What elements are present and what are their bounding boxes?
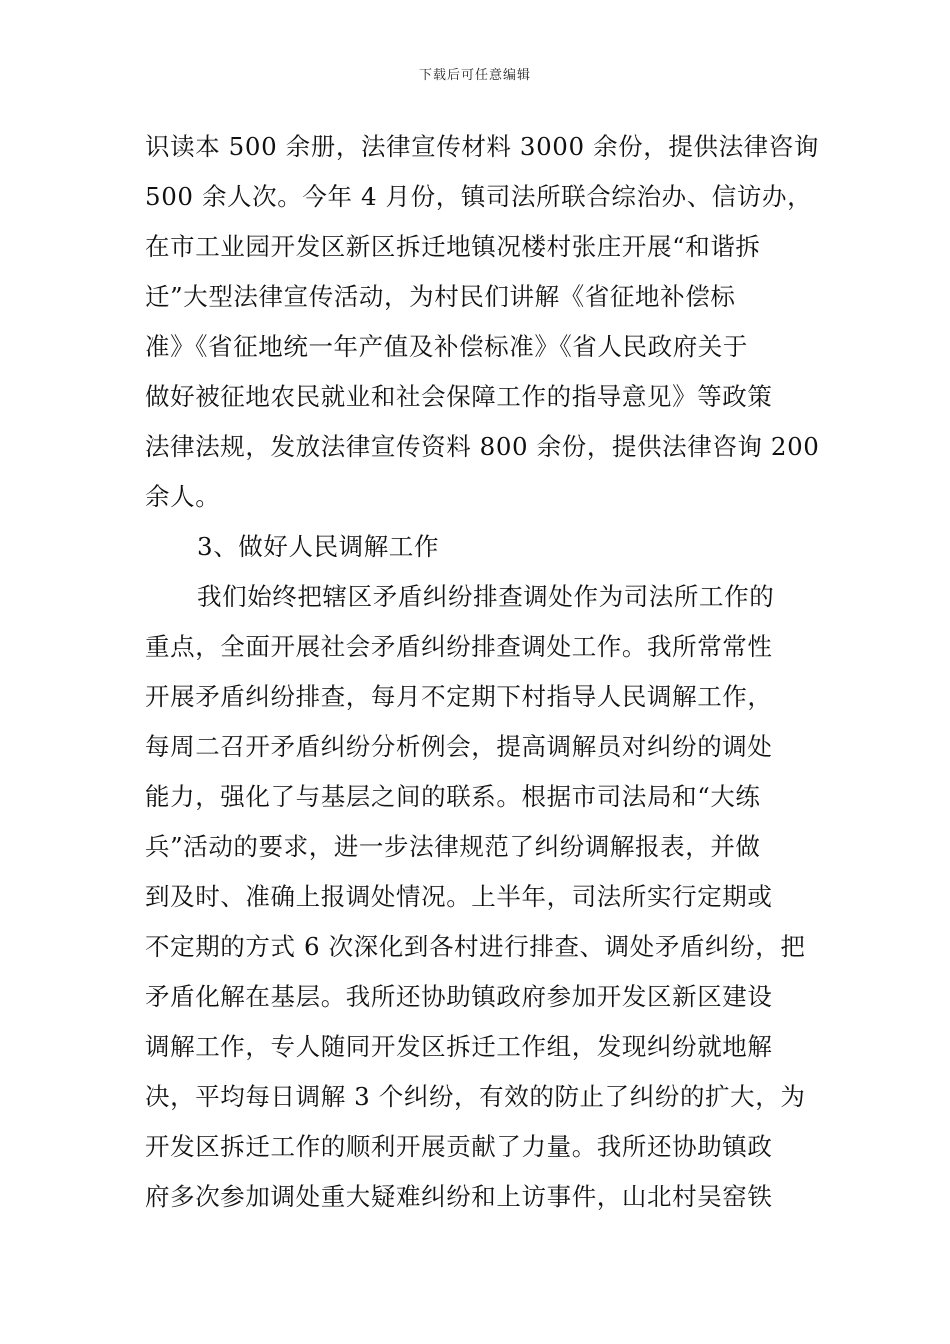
text-line: 准》《省征地统一年产值及补偿标准》《省人民政府关于 [145,332,748,361]
text-line: 法律法规，发放法律宣传资料 800 余份，提供法律咨询 200 [145,432,820,461]
text-line: 府多次参加调处重大疑难纠纷和上访事件，山北村吴窑铁 [145,1182,773,1211]
text-line: 能力，强化了与基层之间的联系。根据市司法局和“大练 [145,782,761,811]
text-line: 决，平均每日调解 3 个纠纷，有效的防止了纠纷的扩大，为 [145,1082,806,1111]
text-line: 矛盾化解在基层。我所还协助镇政府参加开发区新区建设 [145,982,773,1011]
text-line: 迁”大型法律宣传活动，为村民们讲解《省征地补偿标 [145,282,736,311]
text-line: 我们始终把辖区矛盾纠纷排查调处作为司法所工作的 [197,582,775,611]
text-line: 重点，全面开展社会矛盾纠纷排查调处工作。我所常常性 [145,632,773,661]
text-line: 余人。 [145,482,221,511]
section-heading: 3、做好人民调解工作 [197,532,440,561]
text-line: 开发区拆迁工作的顺利开展贡献了力量。我所还协助镇政 [145,1132,773,1161]
text-line: 开展矛盾纠纷排查，每月不定期下村指导人民调解工作， [145,682,773,711]
document-body [145,122,820,1222]
text-line: 在市工业园开发区新区拆迁地镇况楼村张庄开展“和谐拆 [145,232,761,261]
text-line: 到及时、准确上报调处情况。上半年，司法所实行定期或 [145,882,773,911]
text-line: 识读本 500 余册，法律宣传材料 3000 余份，提供法律咨询 [145,132,819,161]
text-line: 每周二召开矛盾纠纷分析例会，提高调解员对纠纷的调处 [145,732,773,761]
text-line: 做好被征地农民就业和社会保障工作的指导意见》等政策 [145,382,773,411]
text-line: 调解工作，专人随同开发区拆迁工作组，发现纠纷就地解 [145,1032,773,1061]
page-header: 下载后可任意编辑 [418,68,531,83]
text-line: 兵”活动的要求，进一步法律规范了纠纷调解报表，并做 [145,832,761,861]
text-line: 不定期的方式 6 次深化到各村进行排查、调处矛盾纠纷，把 [145,932,806,961]
text-line: 500 余人次。今年 4 月份，镇司法所联合综治办、信访办， [145,182,813,211]
